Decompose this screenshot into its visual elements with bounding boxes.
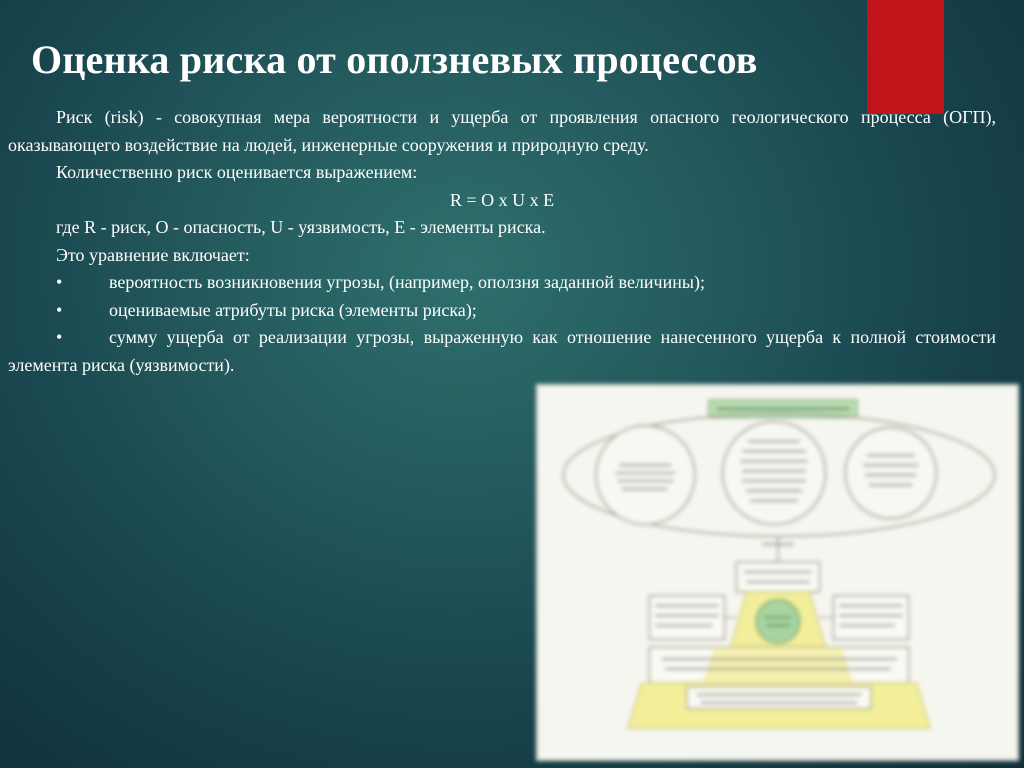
slide-title: Оценка риска от оползневых процессов [31,37,758,82]
bullet-item-3 [8,324,996,379]
bullet-item-2 [56,297,996,325]
bullet-text: оцениваемые атрибуты риска (элементы риска); [109,299,477,320]
risk-definition: Риск (risk) - совокупная мера вероятности и ущерба от проявления опасного геологического процесса (ОГП), оказывающего воздействие на людей, инженерные сооружения и природную среду. [8,107,996,155]
formula-legend: где R - риск, O - опасность, U - уязвимость, E - элементы риска. [56,217,546,237]
bullet-icon: • [56,327,63,347]
risk-diagram-image [536,384,1019,761]
blurred-diagram [538,386,1017,759]
bullet-text: сумму ущерба от реализации угрозы, выраженную как отношение нанесенного ущерба к полной стоимости элемента риска (уязвимости). [8,327,996,375]
risk-formula: R = O x U x E [449,189,555,210]
bullet-text-wrapped [8,324,996,379]
quantitative-intro: Количественно риск оценивается выражением: [56,162,418,182]
slide-body [8,104,996,379]
bullet-icon: • [56,272,63,292]
bullet-item-1 [56,269,996,297]
bullet-icon: • [56,299,63,320]
bullet-text: вероятность возникновения угрозы, (например, оползня заданной величины); [109,272,705,292]
red-accent-bar [867,0,944,114]
includes-intro: Это уравнение включает: [56,244,250,265]
